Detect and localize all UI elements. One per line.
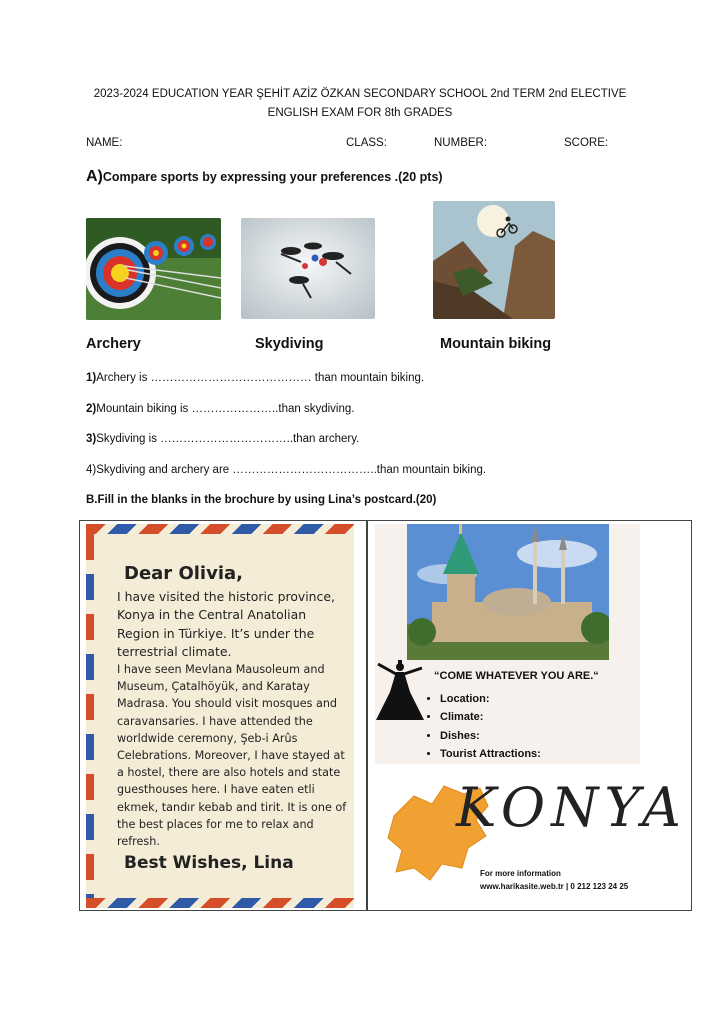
- score-label: SCORE:: [564, 137, 609, 149]
- exam-title-line2: ENGLISH EXAM FOR 8th GRADES: [267, 107, 453, 119]
- brochure-slogan: “COME WHATEVER YOU ARE.“: [434, 670, 599, 682]
- section-a-title: Compare sports by expressing your preferences .(20 pts): [102, 170, 443, 184]
- question-number: 2): [86, 403, 97, 415]
- postcard: [86, 524, 354, 908]
- question-text: Archery is …………………………………… than mountain biking.: [96, 372, 425, 384]
- brochure-item-tourist-attractions[interactable]: • Tourist Attractions:: [440, 745, 541, 763]
- konya-title: KONYA: [456, 776, 687, 839]
- frame-divider: [366, 520, 368, 911]
- section-a-letter: A): [86, 168, 103, 185]
- question-1[interactable]: [86, 372, 424, 384]
- postcard-paragraph-1: I have visited the historic province, Konya in the Central Anatolian Region in Türkiye. It’s under the terrestrial climate.: [117, 589, 335, 660]
- question-number: 1): [86, 372, 97, 384]
- sport-label-archery: Archery: [86, 336, 141, 352]
- airmail-stripe-top: [86, 524, 354, 534]
- brochure: [370, 524, 690, 908]
- question-text: Mountain biking is …………………..than skydiving.: [96, 403, 355, 415]
- more-info-label: For more information: [480, 869, 561, 878]
- contact-info: www.harikasite.web.tr | 0 212 123 24 25: [480, 882, 629, 891]
- airmail-stripe-bottom: [86, 898, 354, 908]
- question-3[interactable]: [86, 433, 359, 445]
- postcard-paragraph-2: I have seen Mevlana Mausoleum and Museum, Çatalhöyük, and Karatay Madrasa. You should visit mosques and caravansaries. I have attended the worldwide ceremony, Şeb-i Arûs Celebrations. Moreover, I have stayed at a hostel, there are also hotels and state guesthouses here. I have eaten etli ekmek, tandır kebab and tirit. It is one of the best places for me to relax and refresh.: [117, 663, 347, 849]
- number-label: NUMBER:: [434, 137, 488, 149]
- skydiving-photo: [241, 218, 375, 319]
- question-text: Skydiving is ……………………………..than archery.: [96, 433, 360, 445]
- mountain-biking-photo: [433, 201, 555, 319]
- name-label: NAME:: [86, 137, 123, 149]
- exam-title-line1: 2023-2024 EDUCATION YEAR ŞEHİT AZİZ ÖZKAN SECONDARY SCHOOL 2nd TERM 2nd ELECTIVE: [93, 88, 627, 100]
- section-a-heading: [86, 168, 443, 186]
- sport-label-mountain-biking: Mountain biking: [440, 336, 552, 352]
- brochure-item-climate[interactable]: • Climate:: [440, 708, 541, 726]
- mevlana-museum-photo: [407, 524, 609, 660]
- question-4[interactable]: [86, 464, 486, 476]
- brochure-list: [426, 690, 541, 763]
- brochure-item-dishes[interactable]: • Dishes:: [440, 727, 541, 745]
- class-label: CLASS:: [346, 137, 387, 149]
- question-text: 4)Skydiving and archery are ………………………………..than mountain biking.: [86, 464, 487, 476]
- airmail-stripe-left: [86, 534, 94, 898]
- whirling-dervish-icon: [374, 658, 426, 724]
- sport-label-skydiving: Skydiving: [255, 336, 324, 352]
- question-2[interactable]: [86, 403, 354, 415]
- section-b-title: B.Fill in the blanks in the brochure by using Lina’s postcard.(20): [86, 494, 437, 506]
- archery-photo: [86, 218, 221, 320]
- question-number: 3): [86, 433, 97, 445]
- postcard-greeting: Dear Olivia,: [124, 563, 243, 584]
- postcard-signature: Best Wishes, Lina: [124, 853, 294, 873]
- brochure-item-location[interactable]: • Location:: [440, 690, 541, 708]
